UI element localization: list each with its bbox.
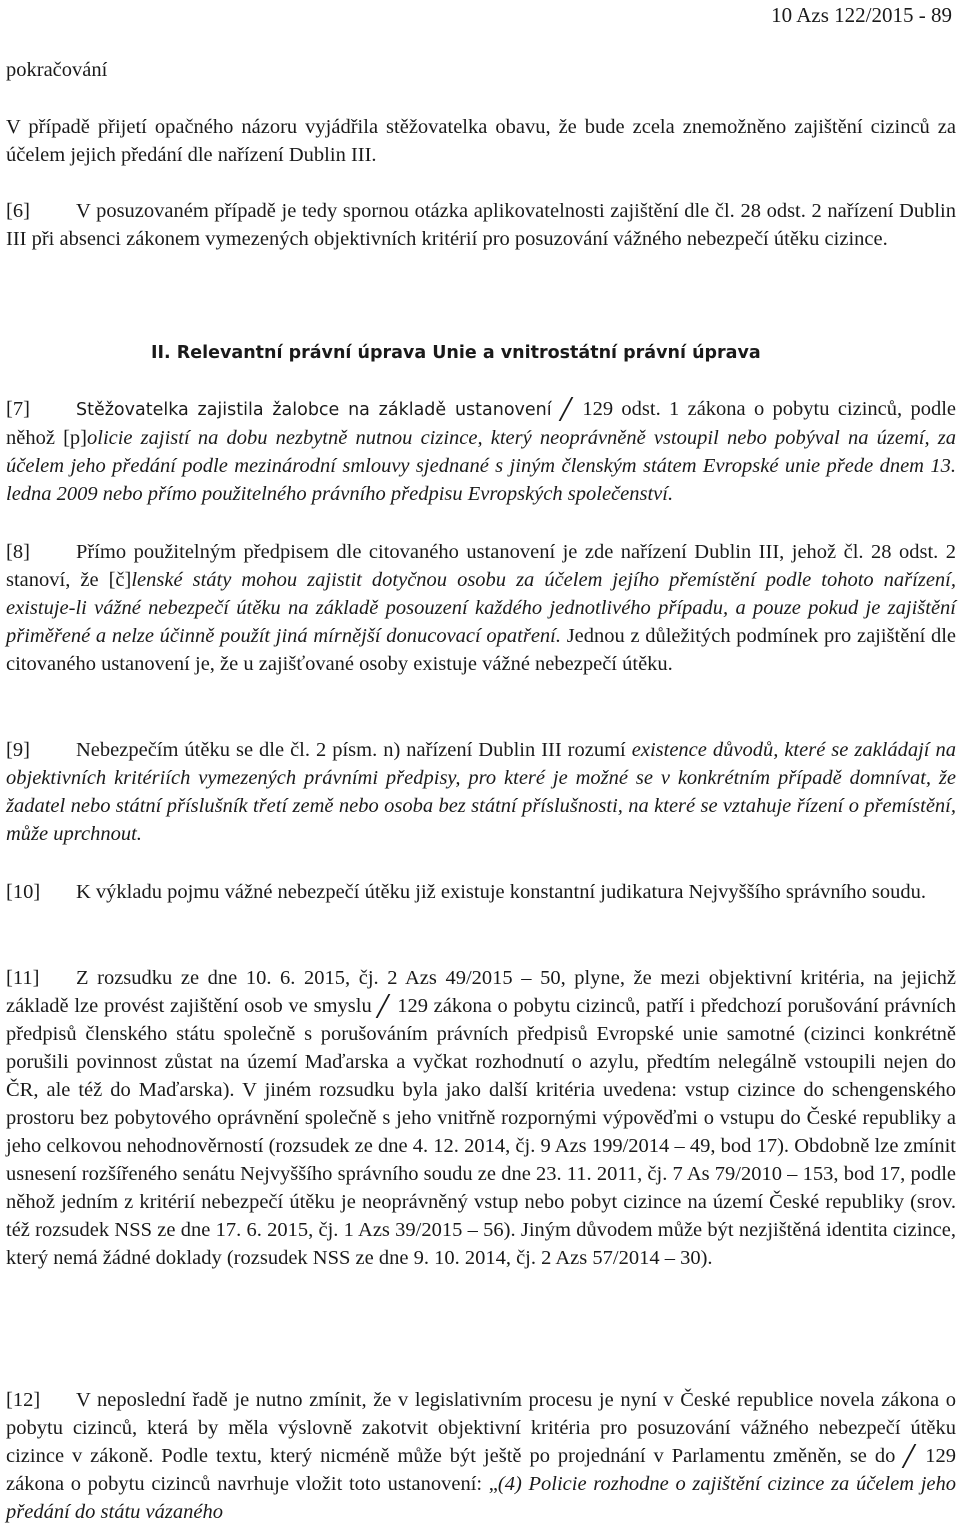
- bill-quote: (4) Policie rozhodne o zajištění cizince za účelem jeho předání do státu vázaného: [6, 1473, 957, 1523]
- paragraph-number: [7]: [6, 398, 30, 420]
- paragraph-text: Z rozsudku ze dne 10. 6. 2015, čj. 2 Azs 49/2015 – 50, plyne, že mezi objektivní kritéria, na jejichž základě lze provést zajištění osob ve smyslu: [6, 967, 956, 1017]
- regulation-quote: existence důvodů, které se zakládají na objektivních kritériích vymezených právními předpisy, pro které je možné se v konkrétním případě domnívat, že žadatel nebo státní příslušník třetí země nebo osoba bez státní příslušnosti, na které se vztahuje řízení o přemístění, může uprchnout.: [6, 739, 956, 845]
- paragraph-intro: [6, 113, 956, 169]
- paragraph-number: [6]: [6, 200, 30, 222]
- paragraph-8: [6, 538, 956, 678]
- paragraph-text: K výkladu pojmu vážné nebezpečí útěku již existuje konstantní judikatura Nejvyššího správního soudu.: [76, 881, 926, 903]
- paragraph-6: [6, 197, 956, 253]
- paragraph-text: V případě přijetí opačného názoru vyjádřila stěžovatelka obavu, že bude zcela znemožněno zajištění cizinců za účelem jejich předání dle nařízení Dublin III.: [6, 116, 956, 166]
- paragraph-text: Přímo použitelným předpisem dle citovaného ustanovení je zde nařízení Dublin III, jehož čl. 28 odst. 2 stanoví, že [č]: [6, 541, 956, 591]
- section-sign-icon: [903, 1442, 917, 1468]
- paragraph-text: Stěžovatelka zajistila žalobce na základě ustanovení: [76, 400, 552, 420]
- paragraph-10: [6, 878, 956, 906]
- paragraph-11: [6, 964, 956, 1272]
- paragraph-text-cont: Jednou z důležitých podmínek pro zajištění dle citovaného ustanovení je, že u zajišťované osoby existuje vážné nebezpečí útěku.: [6, 625, 956, 675]
- paragraph-number: [10]: [6, 881, 41, 903]
- paragraph-text: V posuzovaném případě je tedy spornou otázka aplikovatelnosti zajištění dle čl. 28 odst. 2 nařízení Dublin III při absenci zákonem vymezených objektivních kritérií pro posuzování vážného nebezpečí útěku cizince.: [6, 200, 956, 250]
- paragraph-number: [9]: [6, 739, 30, 761]
- paragraph-number: [11]: [6, 967, 40, 989]
- section-heading: II. Relevantní právní úprava Unie a vnitrostátní právní úprava: [151, 343, 761, 363]
- paragraph-text: V neposlední řadě je nutno zmínit, že v legislativním procesu je nyní v České republice novela zákona o pobytu cizinců, která by měla výslovně zakotvit objektivní kritéria pro posuzování vážného nebezpečí útěku cizince v zákoně. Podle textu, který nicméně může být ještě po projednání v Parlamentu změněn, se do: [6, 1389, 956, 1467]
- paragraph-7: [6, 395, 956, 508]
- paragraph-12: [6, 1386, 956, 1526]
- paragraph-text-cont: 129 zákona o pobytu cizinců, patří i předchozí porušování právních předpisů členského státu společně s porušováním právních předpisů Evropské unie samotné (cizinci konkrétně porušili povinnost zůstat na území Maďarska a vyčkat rozhodnutí o azylu, předtím nelegálně vstoupili nejen do ČR, ale též do Maďarska). V jiném rozsudku byla jako další kritéria uvedena: vstup cizince do schengenského prostoru bez pobytového oprávnění společně s jeho vnitřně rozpornými výpověďmi o vstupu do České republiky a jeho celkovou nehodnověrností (rozsudek ze dne 4. 12. 2014, čj. 9 Azs 199/2014 – 49, bod 17). Obdobně lze zmínit usnesení rozšířeného senátu Nejvyššího správního soudu ze dne 23. 11. 2011, čj. 7 As 79/2010 – 153, bod 17, podle něhož jedním z kritérií nebezpečí útěku je neoprávněný vstup nebo pobyt cizince na území České republiky (srov. též rozsudek NSS ze dne 17. 6. 2015, čj. 1 Azs 39/2015 – 56). Jiným důvodem může být nezjištěná identita cizince, který nemá žádné doklady (rozsudek NSS ze dne 9. 10. 2014, čj. 2 Azs 57/2014 – 30).: [6, 995, 956, 1269]
- paragraph-text-cont: 129 zákona o pobytu cizinců navrhuje vložit toto ustanovení: „: [6, 1445, 956, 1495]
- regulation-quote: lenské státy mohou zajistit dotyčnou osobu za účelem jejího přemístění podle tohoto nařízení, existuje-li vážné nebezpečí útěku na základě posouzení každého jednotlivého případu, a pouze pokud je zajištění přiměřené a nelze účinně použít jiná mírnější donucovací opatření.: [6, 569, 957, 647]
- section-sign-icon: [560, 395, 574, 421]
- paragraph-text: Nebezpečím útěku se dle čl. 2 písm. n) nařízení Dublin III rozumí: [76, 739, 626, 761]
- section-sign-icon: [377, 992, 391, 1018]
- paragraph-number: [12]: [6, 1389, 41, 1411]
- case-number: 10 Azs 122/2015 - 89: [771, 3, 952, 27]
- paragraph-9: [6, 736, 956, 848]
- continuation-label: pokračování: [6, 59, 108, 81]
- statute-quote: olicie zajistí na dobu nezbytně nutnou cizince, který neoprávněně vstoupil nebo pobýval na území, za účelem jeho předání podle mezinárodní smlouvy sjednané s jiným členským státem Evropské unie přede dnem 13. ledna 2009 nebo přímo použitelného právního předpisu Evropských společenství.: [6, 427, 956, 505]
- paragraph-number: [8]: [6, 541, 30, 563]
- paragraph-text-cont: 129 odst. 1 zákona o pobytu cizinců, podle něhož [p]: [6, 398, 957, 449]
